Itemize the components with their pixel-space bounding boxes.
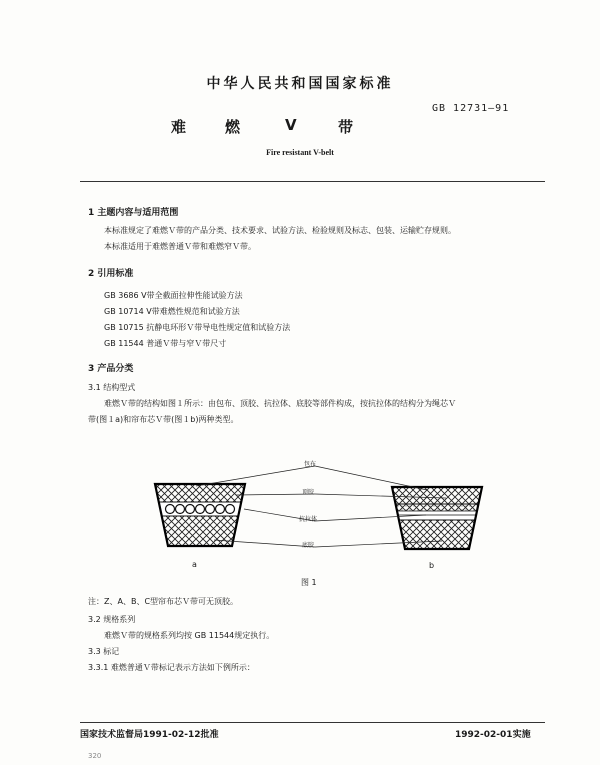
section-3-1-line: 带(图１a)和帘布芯Ｖ带(图１b)两种类型。 — [88, 415, 239, 424]
approval-date: 国家技术监督局1991-02-12批准 — [80, 730, 219, 740]
gb-code: GB 12731—91 — [432, 103, 510, 114]
belt-section-b — [388, 485, 488, 555]
footer-rule — [80, 722, 545, 723]
section-3-1-heading: 3.1 结构型式 — [88, 383, 136, 392]
page-number: 320 — [88, 752, 102, 760]
belt-section-a — [150, 482, 250, 552]
leader-lines — [196, 466, 446, 547]
title-char: 带 — [338, 118, 354, 136]
implementation-date: 1992-02-01实施 — [455, 730, 531, 740]
section-1-line: 本标准规定了难燃Ｖ带的产品分类、技术要求、试验方法、检验规则及标志、包装、运输贮存规则。 — [104, 226, 456, 235]
title-char: 燃 — [225, 118, 241, 136]
figure-note: 注：Z、A、B、C型帘布芯Ｖ带可无顶胶。 — [88, 597, 239, 606]
section-3-heading: 3 产品分类 — [88, 364, 134, 374]
section-2-heading: 2 引用标准 — [88, 269, 134, 279]
label-tension-member: 抗拉体 — [299, 516, 318, 523]
reference-item: GB 10714 V带难燃性规范和试验方法 — [104, 307, 240, 316]
figure-label-a: a — [192, 560, 197, 569]
label-wrapping-cloth: 包布 — [304, 461, 317, 468]
standard-title: 中华人民共和国国家标准 — [206, 76, 394, 92]
figure-label-b: b — [429, 561, 435, 570]
reference-item: GB 11544 普通Ｖ带与窄Ｖ带尺寸 — [104, 339, 227, 348]
label-top-rubber: 顶胶 — [302, 489, 315, 496]
label-bottom-rubber: 底胶 — [302, 542, 315, 549]
section-3-3-1-line: 3.3.1 难燃普通Ｖ带标记表示方法如下例所示： — [88, 663, 255, 672]
title-char: V — [285, 116, 297, 134]
cord-circles — [166, 505, 235, 514]
section-1-heading: 1 主题内容与适用范围 — [88, 208, 179, 218]
figure-caption: 图 1 — [301, 578, 317, 587]
section-3-2-line: 难燃Ｖ带的规格系列均按 GB 11544规定执行。 — [104, 631, 275, 640]
title-char: 难 — [171, 118, 187, 136]
section-3-2-heading: 3.2 规格系列 — [88, 615, 136, 624]
section-3-3-heading: 3.3 标记 — [88, 647, 120, 656]
subtitle-en: Fire resistant V-belt — [266, 148, 334, 157]
section-1-line: 本标准适用于难燃普通Ｖ带和难燃窄Ｖ带。 — [104, 242, 256, 251]
reference-item: GB 3686 V带全截面拉伸性能试验方法 — [104, 291, 243, 300]
reference-item: GB 10715 抗静电环形Ｖ带导电性规定值和试验方法 — [104, 323, 291, 332]
section-3-1-line: 难燃Ｖ带的结构如图１所示：由包布、顶胶、抗拉体、底胶等部件构成，按抗拉体的结构分为绳芯Ｖ — [104, 399, 456, 408]
header-rule — [80, 181, 545, 182]
